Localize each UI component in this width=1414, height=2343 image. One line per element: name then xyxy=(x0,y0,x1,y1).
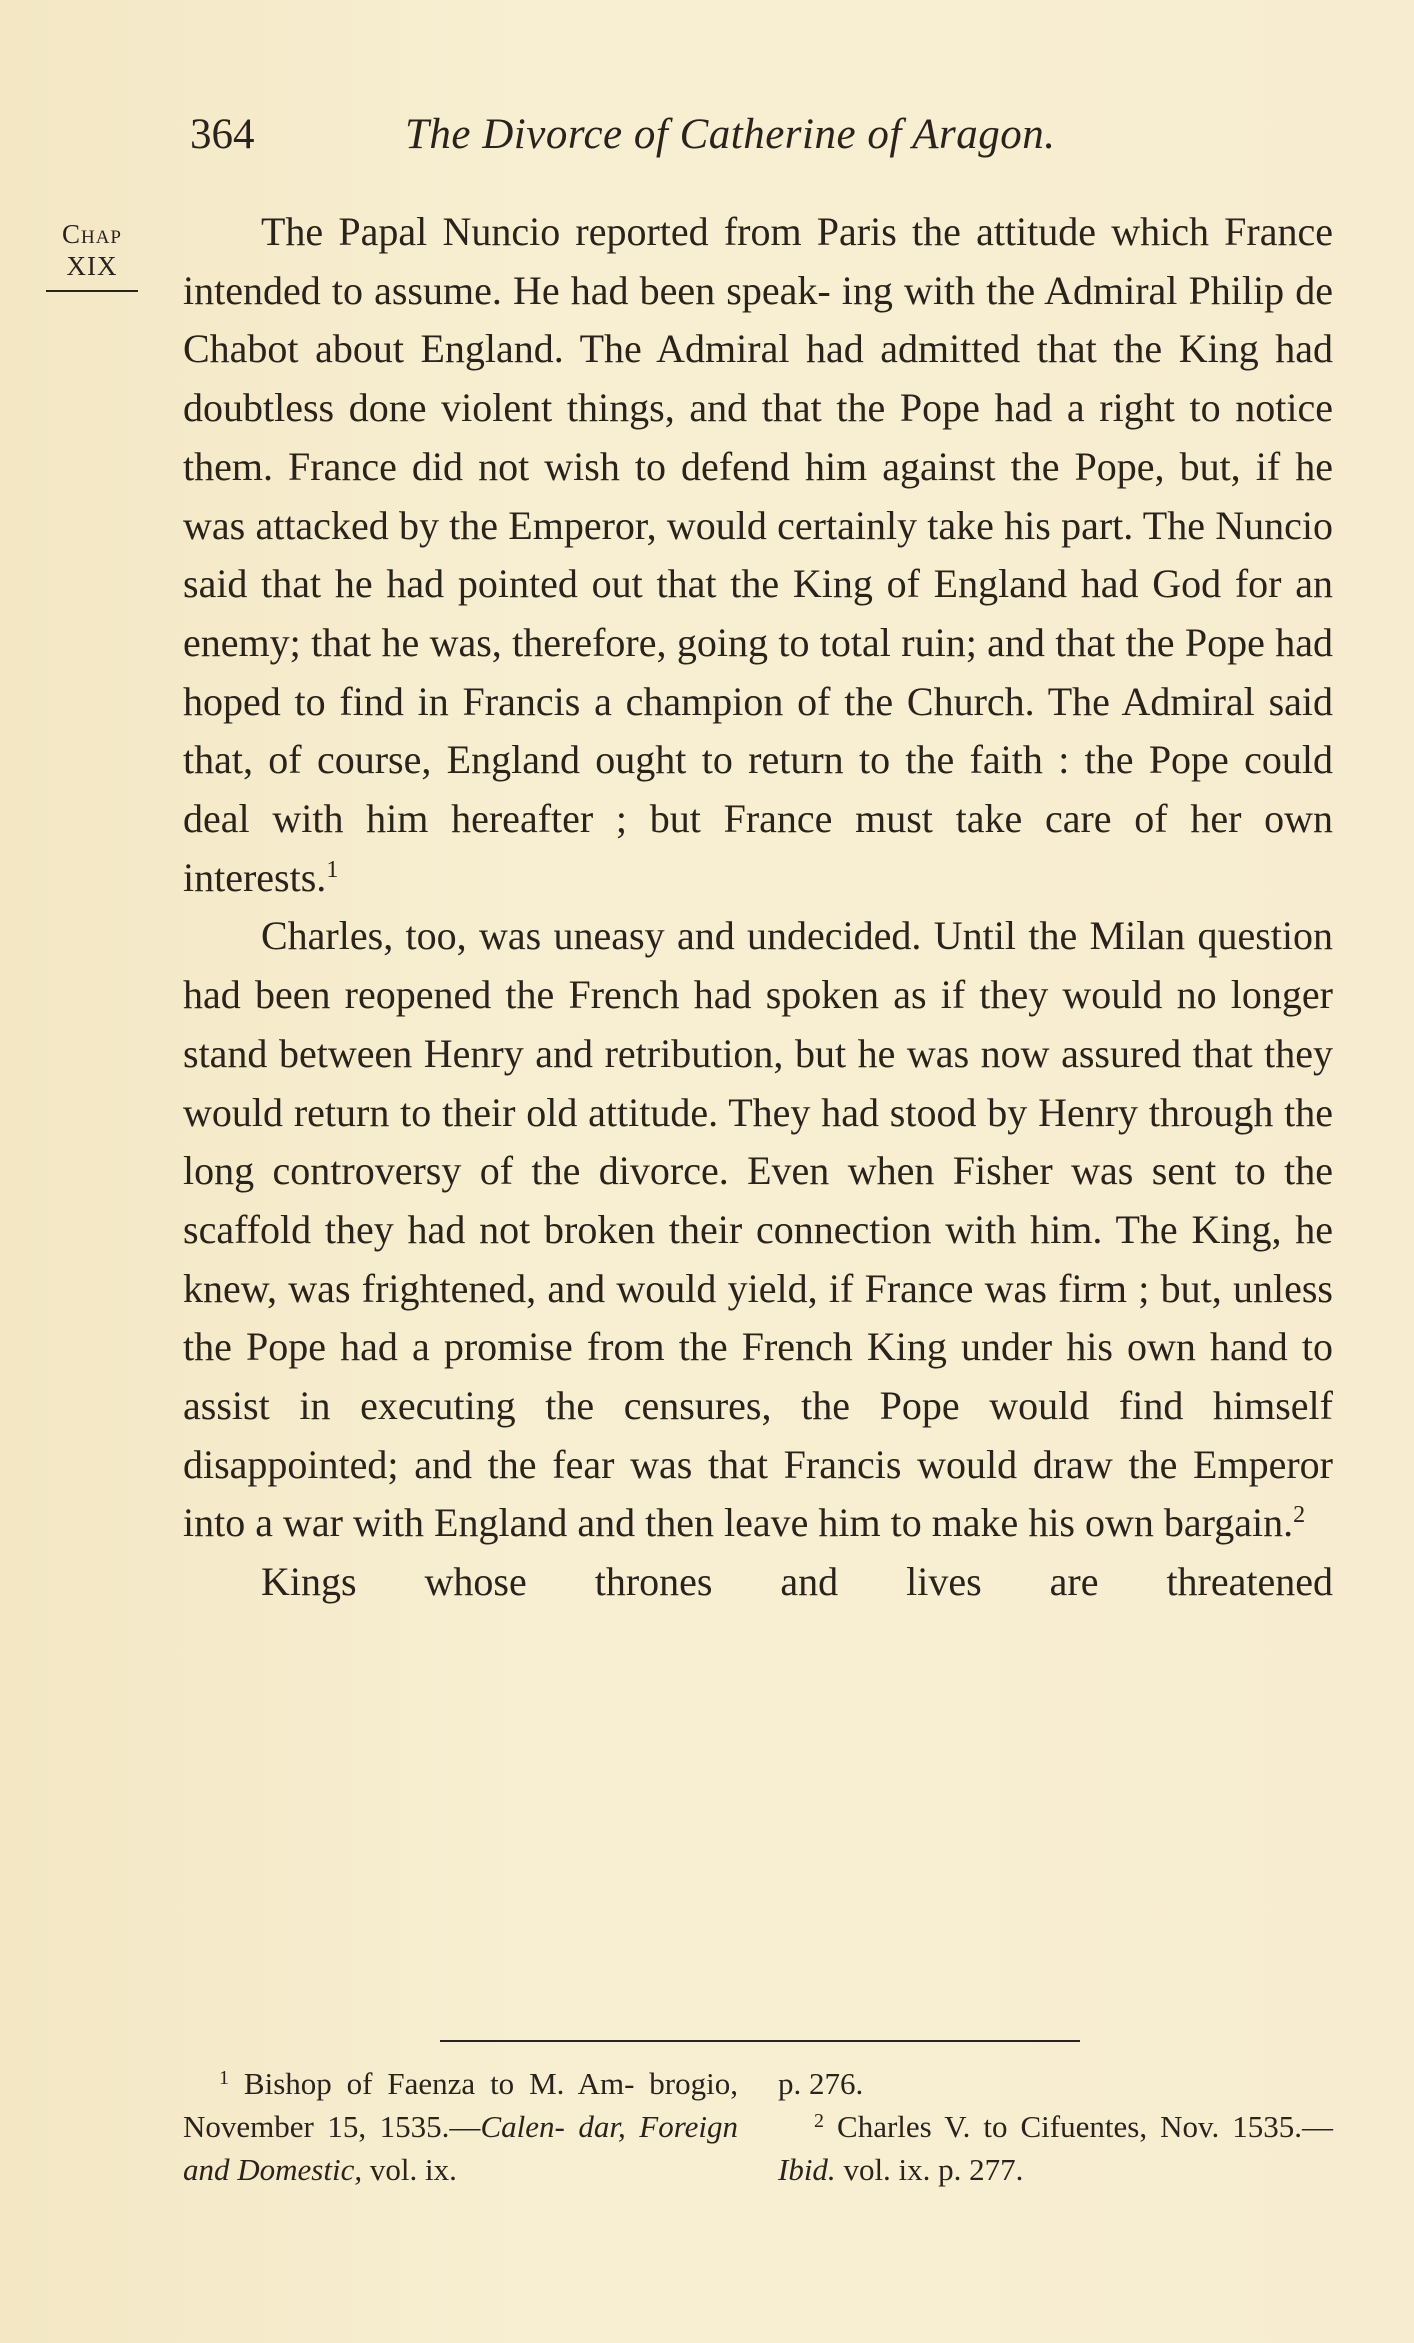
footnote-text: Bishop of Faenza to M. Am- brogio, November 15, 1535.— xyxy=(183,2066,738,2144)
footnote-mark: 2 xyxy=(814,2110,824,2132)
footnote-mark: 1 xyxy=(219,2067,229,2089)
footnote-ref: 1 xyxy=(326,856,339,883)
footnote-citation: Ibid. xyxy=(778,2152,836,2187)
footnote-rule xyxy=(440,2040,1080,2042)
margin-rule xyxy=(46,290,138,292)
footnote-citation: Calen- dar, Foreign and Domestic, xyxy=(183,2109,738,2187)
running-title: The Divorce of Catherine of Aragon. xyxy=(405,111,1056,158)
paragraph xyxy=(183,203,1333,907)
footnote-text: vol. ix. xyxy=(362,2152,457,2187)
footnote-2 xyxy=(778,2105,1333,2191)
footnote-1 xyxy=(183,2062,738,2191)
footnote-ref: 2 xyxy=(1293,1502,1306,1529)
footnote-continued: p. 276. xyxy=(778,2066,864,2101)
page-number: 364 xyxy=(190,111,255,158)
chapter-label: Chap xyxy=(61,219,123,249)
paragraph-text: Kings whose thrones and lives are threatened xyxy=(261,1559,1333,1605)
footnotes xyxy=(183,2062,1333,2191)
footnote-text: vol. ix. p. 277. xyxy=(835,2152,1024,2187)
paragraph-text: Charles, too, was uneasy and undecided. Until the Milan question had been reopened the French had spoken as if they would no longer stand between Henry and retribution, but he was now assured that they would return to their old attitude. They had stood by Henry through the long controversy of the divorce. Even when Fisher was sent to the scaffold they had not broken their connection with him. The King, he knew, was frightened, and would yield, if France was firm ; but, unless the Pope had a promise from the French King under his own hand to assist in executing the censures, the Pope would find himself disappointed; and the fear was that Francis would draw the Emperor into a war with England and then leave him to make his own bargain. xyxy=(183,913,1333,1546)
chapter-margin-note xyxy=(42,218,142,292)
running-head xyxy=(190,105,1370,165)
paragraph-text: The Papal Nuncio reported from Paris the attitude which France intended to assume. He had been speak- ing with the Admiral Philip de Chabot about England. The Admiral had admitted that the King had doubtless done violent things, and that the Pope had a right to notice them. France did not wish to defend him against the Pope, but, if he was attacked by the Emperor, would certainly take his part. The Nuncio said that he had pointed out that the King of England had God for an enemy; that he was, therefore, going to total ruin; and that the Pope had hoped to find in Francis a champion of the Church. The Admiral said that, of course, England ought to return to the faith : the Pope could deal with him hereafter ; but France must take care of her own interests. xyxy=(183,209,1333,900)
footnote-column-right xyxy=(778,2062,1333,2191)
body-text xyxy=(183,203,1333,1612)
paragraph xyxy=(183,1553,1333,1612)
chapter-number: XIX xyxy=(66,251,118,281)
footnote-text: Charles V. to Cifuentes, Nov. 1535.— xyxy=(837,2109,1333,2144)
paragraph xyxy=(183,907,1333,1553)
